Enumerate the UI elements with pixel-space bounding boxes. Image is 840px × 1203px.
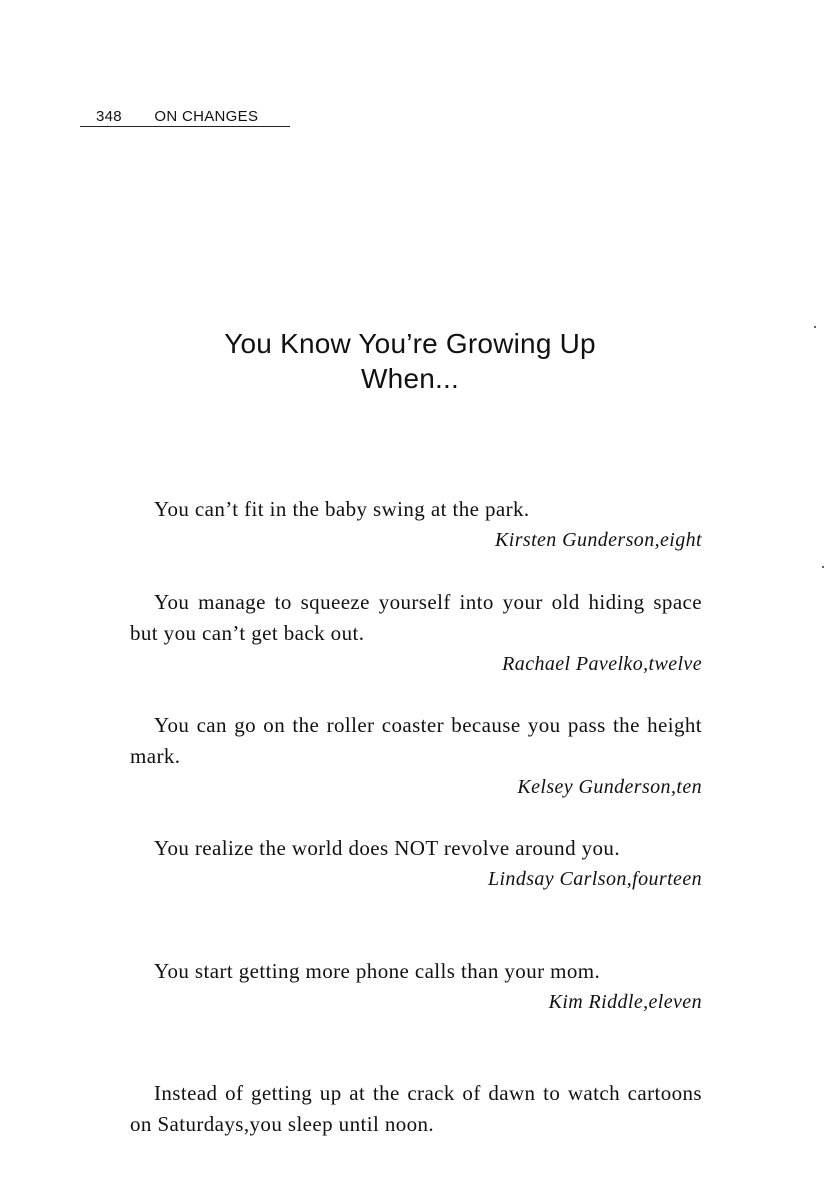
page-number: 348 — [96, 108, 122, 125]
entry-5 — [130, 956, 702, 1018]
entry-3 — [130, 710, 702, 803]
chapter-title-line-2: When... — [361, 363, 459, 394]
entry-author: Kim Riddle,eleven — [548, 991, 702, 1013]
scan-speck — [822, 566, 824, 568]
entry-4 — [130, 833, 702, 895]
entry-quote: You can’t fit in the baby swing at the park. — [154, 497, 530, 521]
entry-author: Rachael Pavelko,twelve — [502, 653, 702, 675]
running-header — [80, 108, 290, 127]
section-title: ON CHANGES — [154, 108, 259, 125]
entry-author: Kelsey Gunderson,ten — [517, 776, 702, 798]
entry-6 — [130, 1078, 702, 1140]
chapter-title-line-1: You Know You’re Growing Up — [224, 328, 596, 359]
entry-quote: You manage to squeeze yourself into your old hiding space but you can’t get back out. — [130, 590, 702, 645]
entry-quote: You start getting more phone calls than your mom. — [154, 959, 601, 983]
entry-1 — [130, 494, 702, 556]
entry-quote: You can go on the roller coaster because you pass the height mark. — [130, 713, 702, 768]
scan-speck — [814, 326, 816, 328]
entry-quote: Instead of getting up at the crack of dawn to watch cartoons on Saturdays,you sleep until noon. — [130, 1081, 702, 1136]
entry-quote: You realize the world does NOT revolve around you. — [154, 836, 620, 860]
entry-author: Kirsten Gunderson,eight — [495, 529, 702, 551]
chapter-title — [110, 326, 710, 396]
entry-2 — [130, 587, 702, 680]
entry-author: Lindsay Carlson,fourteen — [487, 868, 702, 890]
